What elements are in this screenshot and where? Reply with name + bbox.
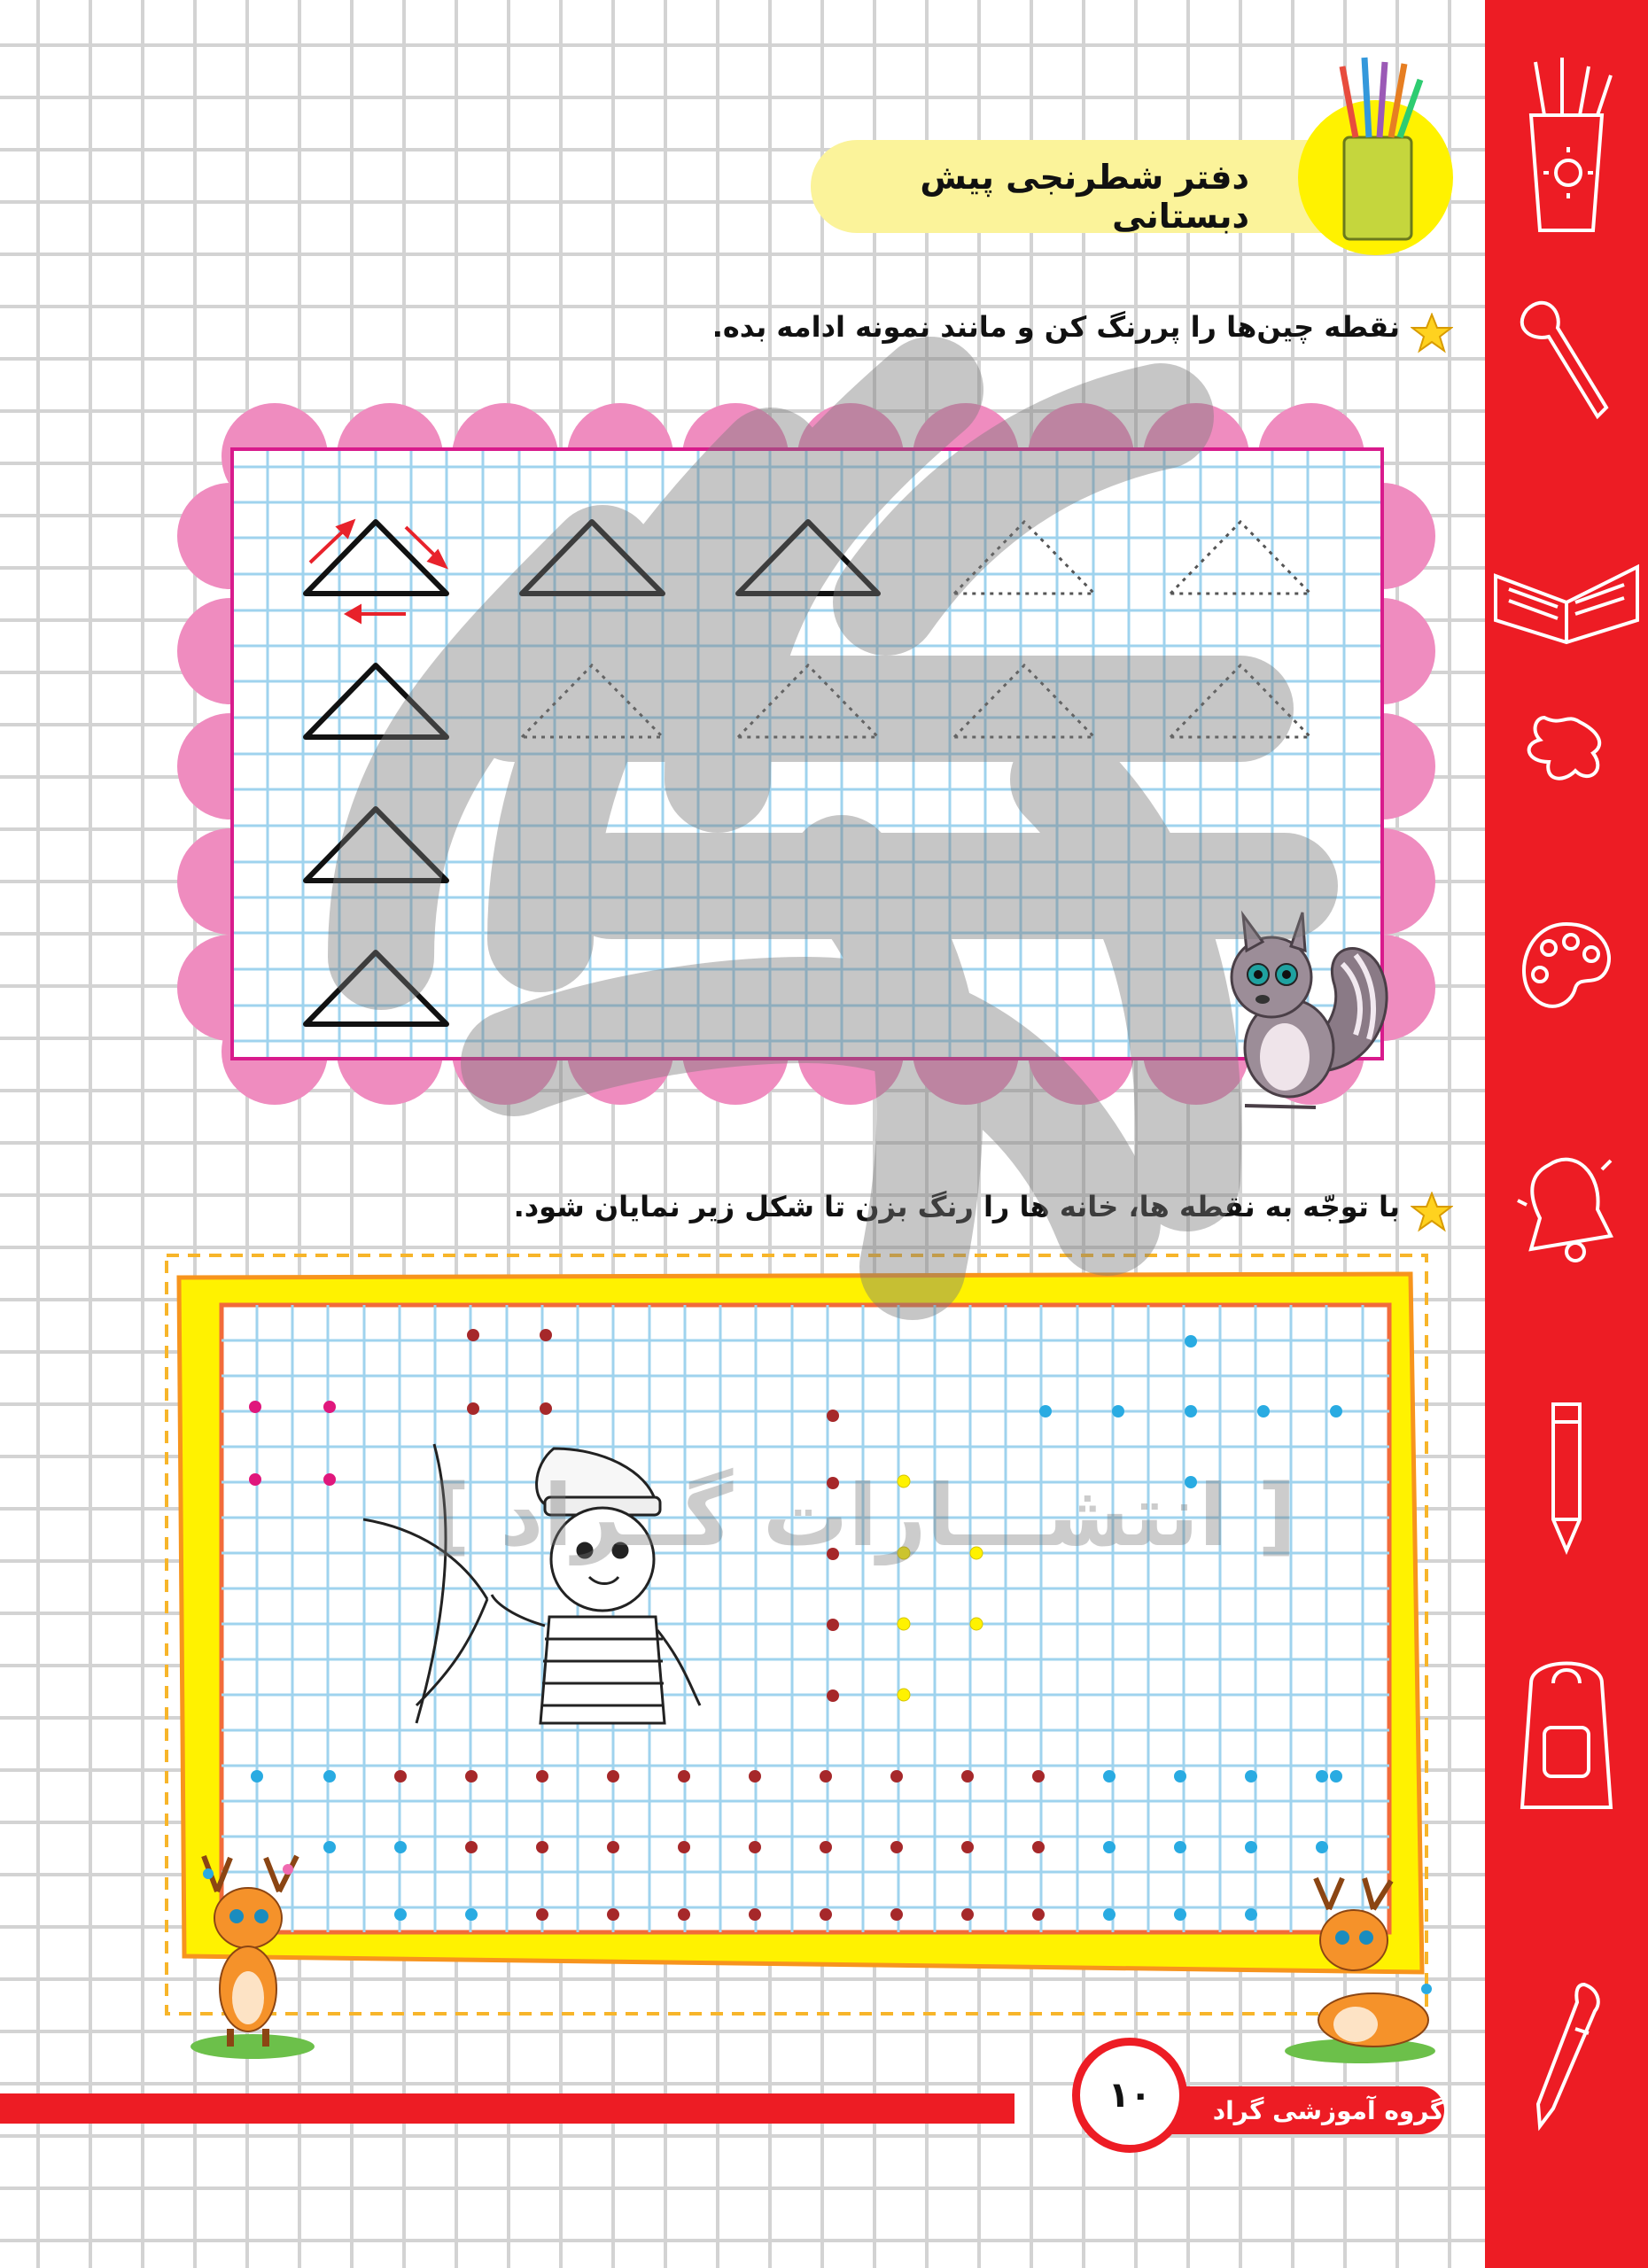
deer-icon [1276,1874,1444,2068]
bell-icon [1485,1147,1648,1271]
squirrel-icon [1192,902,1404,1118]
page-title: دفتر شطرنجی پیش دبستانی [920,158,1249,236]
backpack-icon [1485,1648,1648,1825]
star-icon [1411,313,1453,357]
pencil-icon [1485,1395,1648,1555]
star-icon [1411,1192,1453,1236]
footer-bar [0,2093,1014,2124]
page-number: ۱۰ [1108,2075,1152,2116]
brush-icon [1485,292,1648,425]
deer-icon [182,1847,323,2063]
paint-splat-icon [1485,709,1648,788]
exercise-1-instruction: نقطه چین‌ها را پررنگ کن و مانند نمونه ادامه بده. [711,310,1400,344]
sailor-boy-icon [363,1440,718,1736]
book-icon [1485,549,1648,647]
pen-icon [1485,1976,1648,2135]
right-sidebar [1485,0,1648,2268]
pencil-cup-icon [1325,53,1431,252]
palette-icon [1485,917,1648,1019]
publisher-label: گروه آموزشی گراد [1212,2096,1444,2125]
watermark-text: [ انتشـــارات گــراد ] [431,1466,1297,1565]
exercise-2-instruction: با توجّه به نقطه ها، خانه ها را رنگ بزن تا شکل زیر نمایان شود. [513,1190,1400,1223]
pencil-cup-icon [1485,53,1648,239]
exercise-2-frame [159,1249,1435,2020]
